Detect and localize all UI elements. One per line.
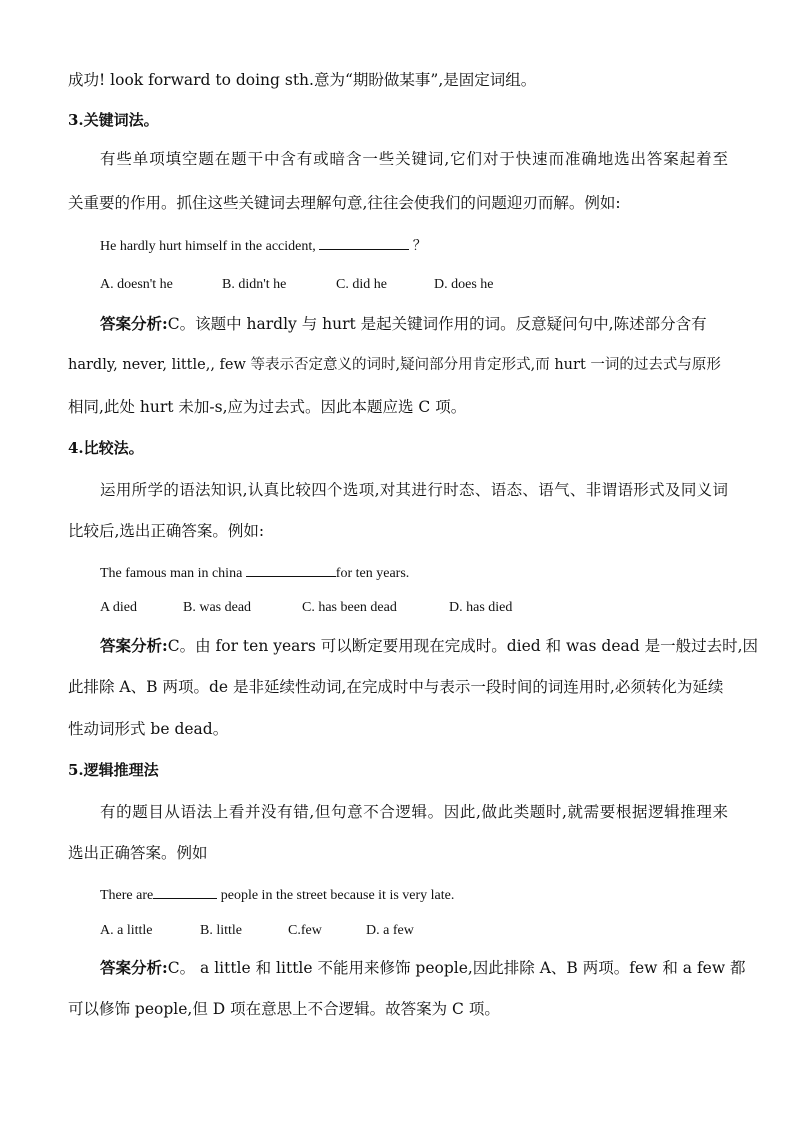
answer-blank (246, 562, 336, 577)
section-heading: 3.关键词法。 (68, 111, 159, 129)
question-text-end: for ten years. (335, 566, 410, 581)
question-text: There are (100, 888, 154, 903)
paragraph-line: 性动词形式 be dead。 (68, 720, 229, 738)
answer-text: C。该题中 hardly 与 hurt 是起关键词作用的词。反意疑问句中,陈述部分含有 (167, 315, 707, 333)
answer-label: 答案分析: (100, 314, 168, 333)
paragraph-line: 选出正确答案。例如 (68, 844, 208, 862)
answer-blank (153, 884, 217, 899)
example-question (100, 884, 728, 906)
example-question (100, 235, 728, 257)
question-text: The famous man in china (100, 566, 243, 581)
option-c: C. has been dead (302, 600, 397, 615)
option-c: C. did he (336, 277, 387, 292)
answer-options (100, 598, 728, 618)
paragraph-line: 此排除 A、B 两项。de 是非延续性动词,在完成时中与表示一段时间的词连用时,必须转化为延续 (68, 678, 724, 696)
option-b: B. didn't he (222, 277, 287, 292)
option-a: A died (100, 600, 137, 615)
answer-options (100, 921, 728, 941)
answer-options (100, 275, 728, 295)
option-c: C.few (288, 923, 322, 938)
answer-blank (319, 235, 409, 250)
answer-analysis (100, 958, 746, 978)
text-line: 成功! look forward to doing sth.意为“期盼做某事”,是固定词组。 (68, 71, 537, 89)
answer-text: C。由 for ten years 可以断定要用现在完成时。died 和 was dead 是一般过去时,因 (167, 637, 759, 655)
answer-analysis (100, 636, 759, 656)
question-end: ？ (412, 239, 427, 254)
option-d: D. does he (434, 277, 494, 292)
paragraph-line: 相同,此处 hurt 未加-s,应为过去式。因此本题应选 C 项。 (68, 398, 467, 416)
question-text: He hardly hurt himself in the accident, (100, 239, 316, 254)
answer-label: 答案分析: (100, 958, 168, 977)
question-text-end: people in the street because it is very late. (220, 888, 455, 903)
paragraph-line: 有的题目从语法上看并没有错,但句意不合逻辑。因此,做此类题时,就需要根据逻辑推理来 (100, 803, 728, 821)
paragraph-line: 关重要的作用。抓住这些关键词去理解句意,往往会使我们的问题迎刃而解。例如: (68, 194, 621, 212)
option-d: D. has died (449, 600, 513, 615)
paragraph-line: 运用所学的语法知识,认真比较四个选项,对其进行时态、语态、语气、非谓语形式及同义词 (100, 481, 728, 499)
option-b: B. was dead (183, 600, 252, 615)
answer-text: C。 a little 和 little 不能用来修饰 people,因此排除 A、B 两项。few 和 a few 都 (167, 959, 746, 977)
option-a: A. doesn't he (100, 277, 173, 292)
section-heading: 5.逻辑推理法 (68, 761, 159, 779)
option-d: D. a few (366, 923, 414, 938)
example-question (100, 562, 728, 584)
paragraph-line: 可以修饰 people,但 D 项在意思上不合逻辑。故答案为 C 项。 (68, 1000, 500, 1018)
section-heading: 4.比较法。 (68, 439, 144, 457)
option-b: B. little (200, 923, 242, 938)
paragraph-line: 有些单项填空题在题干中含有或暗含一些关键词,它们对于快速而准确地选出答案起着至 (100, 150, 728, 168)
option-a: A. a little (100, 923, 153, 938)
paragraph-line: 比较后,选出正确答案。例如: (68, 522, 265, 540)
answer-label: 答案分析: (100, 636, 168, 655)
answer-analysis (100, 314, 728, 334)
paragraph-line: hardly, never, little,, few 等表示否定意义的词时,疑问部分用肯定形式,而 hurt 一词的过去式与原形 (68, 357, 721, 373)
